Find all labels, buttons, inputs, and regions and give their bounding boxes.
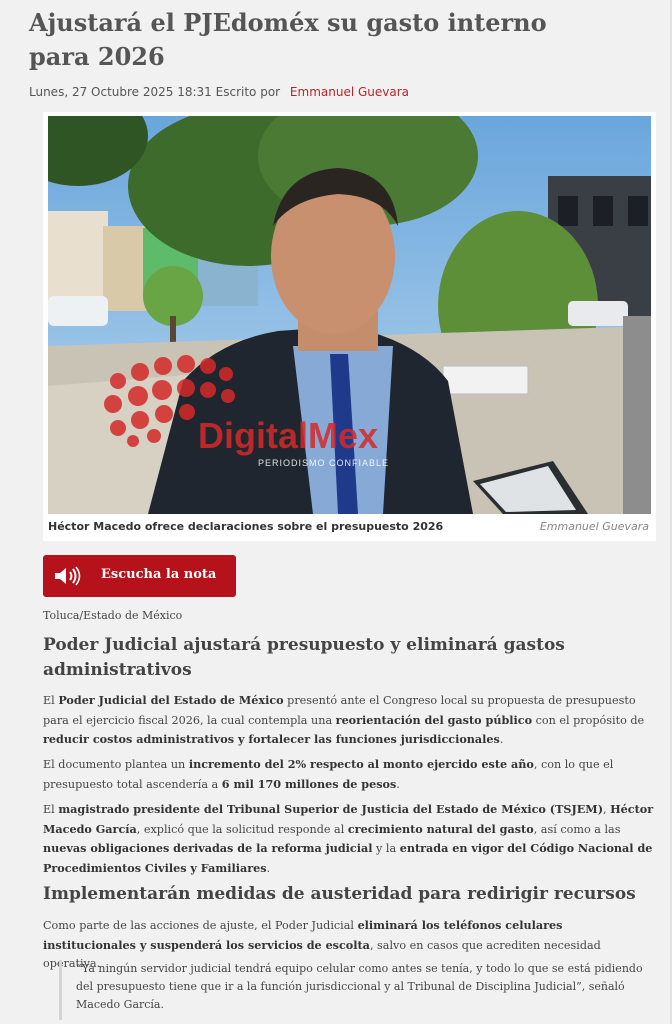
photo-credit: Emmanuel Guevara bbox=[539, 520, 649, 533]
photo-illustration bbox=[48, 116, 651, 514]
caption-text: Héctor Macedo ofrece declaraciones sobre el presupuesto 2026 bbox=[48, 520, 444, 533]
watermark-tagline: PERIODISMO CONFIABLE bbox=[258, 458, 390, 468]
article-figure bbox=[43, 112, 656, 541]
article-title: Ajustará el PJEdoméx su gasto interno para 2026 bbox=[29, 8, 547, 71]
blockquote bbox=[59, 960, 649, 1020]
written-by-label: Escrito por bbox=[215, 85, 281, 99]
article-photo bbox=[48, 116, 651, 514]
article-meta bbox=[29, 85, 409, 99]
paragraph-2: El documento plantea un incremento del 2% respecto al monto ejercido este año, con lo que el presupuesto total ascendería a 6 mil 170 millones de pesos. bbox=[43, 757, 614, 791]
paragraph-4: Como parte de las acciones de ajuste, el Poder Judicial eliminará los teléfonos celulares institucionales y suspenderá los servicios de escolta, salvo en casos que acrediten necesidad operativa. bbox=[43, 918, 601, 970]
listen-button-label: Escucha la nota bbox=[101, 567, 217, 582]
author-link[interactable]: Emmanuel Guevara bbox=[289, 85, 410, 99]
paragraph-1: El Poder Judicial del Estado de México presentó ante el Congreso local su propuesta de presupuesto para el ejercicio fiscal 2026, la cual contempla una reorientación del gasto público con el propósito de reducir costos administrativos y fortalecer las funciones jurisdiccionales. bbox=[43, 693, 645, 746]
figure-caption bbox=[48, 518, 651, 536]
article-location: Toluca/Estado de México bbox=[43, 609, 183, 622]
paragraph-3: El magistrado presidente del Tribunal Superior de Justicia del Estado de México (TSJEM), Héctor Macedo García, explicó que la solicitud responde al crecimiento natural del gasto, así como a las nuevas obligaciones derivadas de la reforma judicial y la entrada en vigor del Código Nacional de Procedimientos Civiles y Familiares. bbox=[43, 802, 654, 875]
article-date: Lunes, 27 Octubre 2025 18:31 bbox=[29, 85, 212, 99]
section-heading-budget: Poder Judicial ajustará presupuesto y eliminará gastos administrativos bbox=[43, 635, 565, 680]
watermark-brand-text: DigitalMex bbox=[198, 415, 379, 456]
section-heading-austerity: Implementarán medidas de austeridad para redirigir recursos bbox=[43, 884, 636, 904]
listen-button[interactable] bbox=[43, 555, 236, 597]
quote-text: “Ya ningún servidor judicial tendrá equipo celular como antes se tenía, y todo lo que se está pidiendo del presupuesto tiene que ir a la función jurisdiccional y al Tribunal de Disciplina Judicial”, señaló Macedo García. bbox=[76, 962, 643, 1011]
speaker-icon bbox=[53, 566, 83, 590]
